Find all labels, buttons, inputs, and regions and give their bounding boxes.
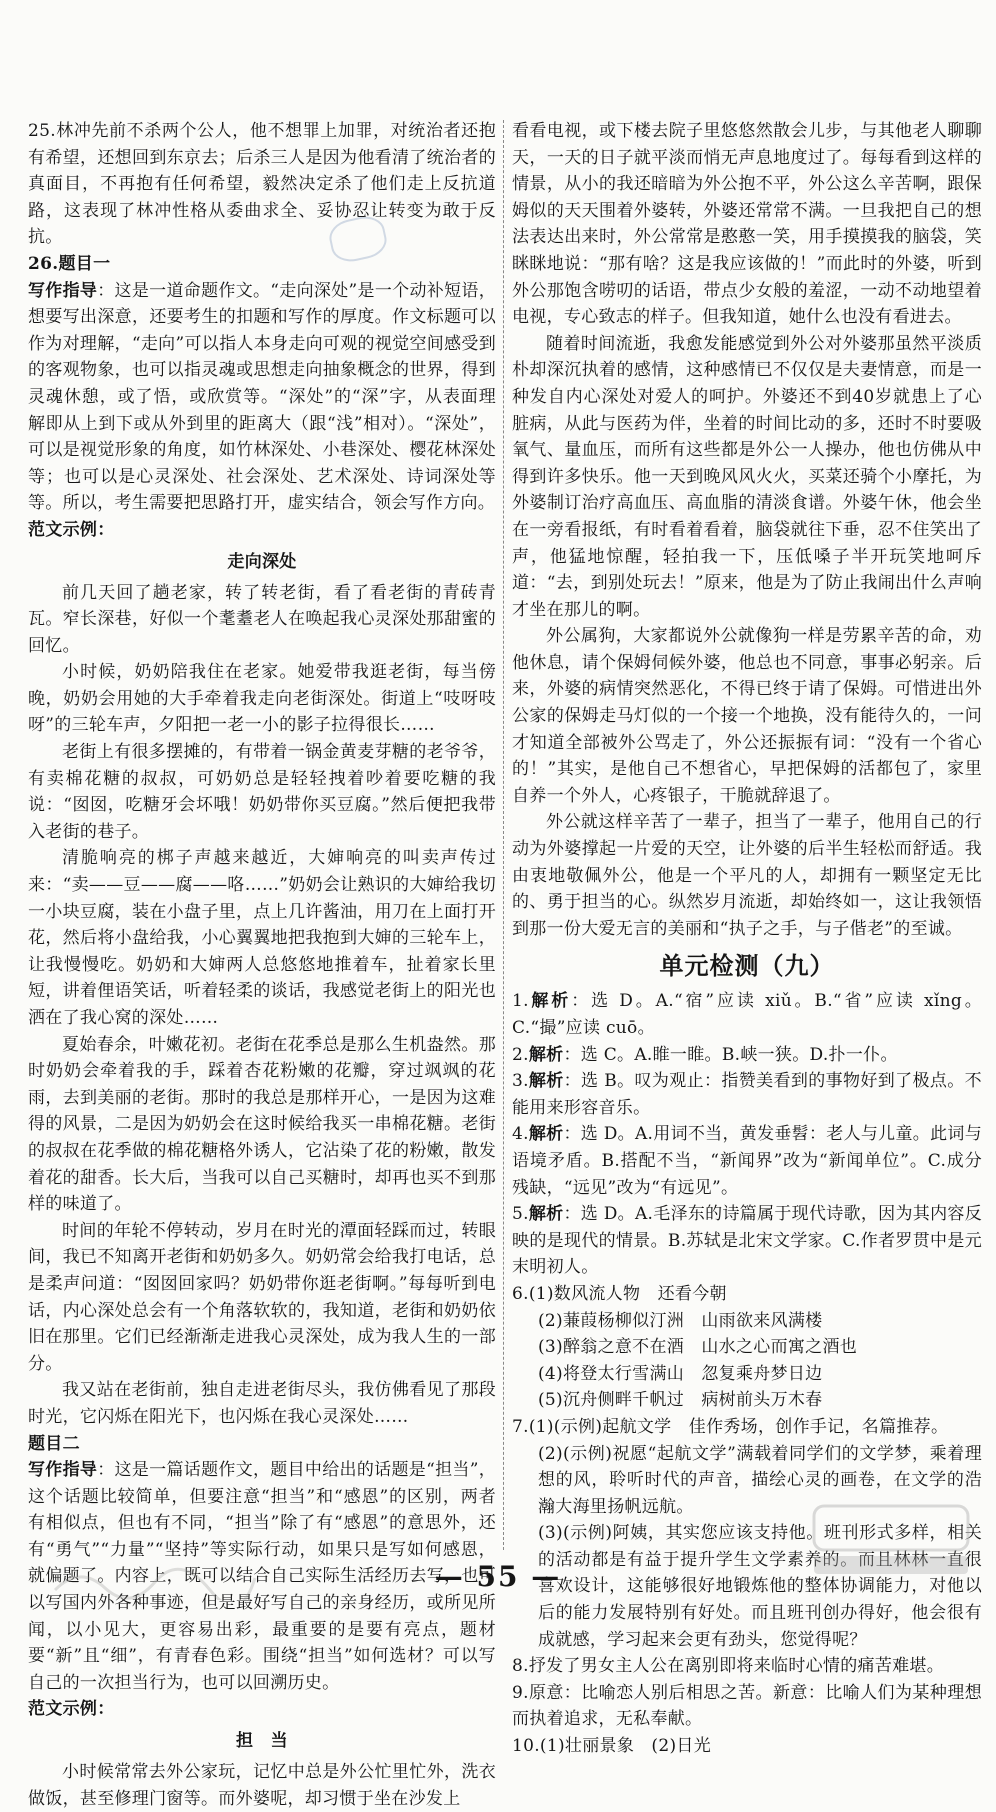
writing-guide-1: 写作指导：这是一道命题作文。“走向深处”是一个动补短语，想要写出深意，还要考生的扣题和写作的厚度。作文标题可以作为对理解，“走向”可以指人本身走向可观的视觉空间感受到的客观物象，也可以指灵魂或思想走向抽象概念的世界，得到灵魂休憩，或了悟，或欣赏等。“深处”的“深”字，从表面理解即从上到下或从外到里的距离大（跟“浅”相对）。“深处”，可以是视觉形象的角度，如竹林深处、小巷深处、樱花林深处等；也可以是心灵深处、社会深处、艺术深处、诗词深处等等。所以，考生需要把思路打开，虚实结合，领会写作方向。: [28, 280, 496, 514]
page-number: — 55 —: [434, 1560, 562, 1593]
answer-9: 9.原意：比喻恋人别后相思之苦。新意：比喻人们为某种理想而执着追求，无私奉献。: [512, 1682, 982, 1730]
answer-25: 25.林冲先前不杀两个公人，他不想罪上加罪，对统治者还抱有希望，还想回到东京去；后杀三人是因为他看清了统治者的真面目，不再抱有任何希望，毅然决定杀了他们走上反抗道路，这表现了林冲性格从委曲求全、妥协忍让转变为敢于反抗。: [28, 121, 496, 248]
handwritten-mark: [50, 1560, 260, 1600]
essay-title-2: 担 当: [236, 1731, 288, 1752]
example-label-1: 范文示例：: [28, 519, 115, 540]
essay2-paragraph: 小时候常常去外公家玩，记忆中总是外公忙里忙外，洗衣做饭，甚至修理门窗等。而外婆呢，却习惯于坐在沙发上: [28, 1762, 496, 1809]
answer-1: 1.解析：选 D。A.“宿”应读 xiǔ。B.“省”应读 xǐng。C.“撮”应读 cuō。: [512, 991, 982, 1038]
answer-26-heading: 26.题目一: [28, 253, 111, 274]
essay1-paragraph: 夏始春余，叶嫩花初。老街在花季总是那么生机盎然。那时奶奶会牵着我的手，踩着杏花粉嫩的花瓣，穿过飒飒的花雨，去到美丽的老街。那时的我总是那样开心，一是因为这难得的风景，二是因为奶奶会在这时候给我买一串棉花糖。老街的叔叔在花季做的棉花糖格外诱人，它沾染了花的粉嫩，散发着花的甜香。长大后，当我可以自己买糖时，却再也买不到那样的味道了。: [28, 1034, 496, 1215]
answer-8: 8.抒发了男女主人公在离别即将来临时心情的痛苦难堪。: [512, 1656, 945, 1677]
essay1-paragraph: 老街上有很多摆摊的，有带着一锅金黄麦芽糖的老爷爷，有卖棉花糖的叔叔，可奶奶总是轻轻拽着吵着要吃糖的我说：“囡囡，吃糖牙会坏哦！奶奶带你买豆腐。”然后便把我带入老街的巷子。: [28, 742, 496, 842]
answer-6-line: (2)蒹葭杨柳似汀洲 山雨欲来风满楼: [538, 1310, 823, 1331]
answer-7-part: (2)(示例)祝愿“起航文学”满载着同学们的文学梦，乘着理想的风，聆听时代的声音，描绘心灵的画卷，在文学的浩瀚大海里扬帆远航。: [538, 1443, 982, 1517]
answer-6-line: (5)沉舟侧畔千帆过 病树前头万木春: [538, 1390, 823, 1411]
answer-10: 10.(1)壮丽景象 (2)日光: [512, 1736, 711, 1757]
column-divider: [503, 120, 504, 1550]
answer-2: 2.解析：选 C。A.睢一睢。B.峡一狭。D.扑一仆。: [512, 1044, 898, 1065]
watermark-logo: [806, 1500, 976, 1580]
essay1-paragraph: 我又站在老街前，独自走进老街尽头，我仿佛看见了那段时光，它闪烁在阳光下，也闪烁在我心灵深处……: [28, 1380, 496, 1427]
essay2-paragraph: 随着时间流逝，我愈发能感觉到外公对外婆那虽然平淡质朴却深沉执着的感情，这种感情已不仅仅是夫妻情意，而是一种发自内心深处对爱人的呵护。外婆还不到40岁就患上了心脏病，从此与医药为伴，坐着的时间比动的多，还时不时要吸氧气、量血压，而所有这些都是外公一人操办，他也仿佛从中得到许多快乐。他一天到晚风风火火，买菜还骑个小摩托，为外婆制订治疗高血压、高血脂的清淡食谱。外婆午休，他会坐在一旁看报纸，有时看着看着，脑袋就往下垂，忍不住笑出了声，他猛地惊醒，轻拍我一下，压低嗓子半开玩笑地呵斥道：“去，到别处玩去！”原来，他是为了防止我闹出什么声响才坐在那儿的啊。: [512, 333, 982, 620]
essay-title-1: 走向深处: [227, 551, 297, 572]
essay2-paragraph: 看看电视，或下楼去院子里悠悠然散会儿步，与其他老人聊聊天，一天的日子就平淡而悄无声息地度过了。每每看到这样的情景，从小的我还暗暗为外公抱不平，外公这么辛苦啊，跟保姆似的天天围着外婆转，外婆还常常不满。一旦我把自己的想法表达出来时，外公常常是憨憨一笑，用手摸摸我的脑袋，笑眯眯地说：“那有啥？这是我应该做的！”而此时的外婆，听到外公那饱含唠叨的话语，带点少女般的羞涩，一动不动地望着电视，专心致志的样子。但我知道，她什么也没有看进去。: [512, 121, 982, 328]
answer-3: 3.解析：选 B。叹为观止：指赞美看到的事物好到了极点。不能用来形容音乐。: [512, 1071, 982, 1118]
answer-6-line: 6.(1)数风流人物 还看今朝: [512, 1283, 727, 1304]
answer-5: 5.解析：选 D。A.毛泽东的诗篇属于现代诗歌，因为其内容反映的是现代的情景。B.苏轼是北宋文学家。C.作者罗贯中是元末明初人。: [512, 1204, 982, 1278]
left-column: [28, 118, 496, 1812]
topic-2-heading: 题目二: [28, 1433, 80, 1454]
section-title: 单元检测（九）: [659, 951, 835, 981]
essay2-paragraph: 外公属狗，大家都说外公就像狗一样是劳累辛苦的命，劝他休息，请个保姆伺候外婆，他总也不同意，事事必躬亲。后来，外婆的病情突然恶化，不得已终于请了保姆。可惜进出外公家的保姆走马灯似的一个接一个地换，没有能待久的，一问才知道全部被外公骂走了，外公还振振有词：“没有一个省心的！”其实，是他自己不想省心，早把保姆的活都包了，家里自养一个外人，心疼银子，干脆就辞退了。: [512, 626, 982, 806]
essay1-paragraph: 前几天回了趟老家，转了转老街，看了看老街的青砖青瓦。窄长深巷，好似一个耄耋老人在唤起我心灵深处那甜蜜的回忆。: [28, 582, 496, 656]
essay1-paragraph: 小时候，奶奶陪我住在老家。她爱带我逛老街，每当傍晚，奶奶会用她的大手牵着我走向老街深处。街道上“吱呀吱呀”的三轮车声，夕阳把一老一小的影子拉得很长……: [28, 662, 496, 736]
essay1-paragraph: 清脆响亮的梆子声越来越近，大婶响亮的叫卖声传过来：“卖——豆——腐——咯……”奶奶会让熟识的大婶给我切一小块豆腐，装在小盘子里，点上几许酱油，用刀在上面打开花，然后将小盘给我，小心翼翼地把我抱到大婶的三轮车上，让我慢慢吃。奶奶和大婶两人总悠悠地推着车，扯着家长里短，讲着俚语笑话，听着轻柔的谈话，我感觉老街上的阳光也洒在了我心窝的深处……: [28, 848, 496, 1028]
answer-7-part: (3)(示例)阿姨，其实您应该支持他。班刊形式多样，相关的活动都是有益于提升学生文学素养的。而且林林一直很喜欢设计，这能够很好地锻炼他的整体协调能力，对他以后的能力发展特别有好处。而且班刊创办得好，他会很有成就感，学习起来会更有劲头，您觉得呢？: [538, 1523, 982, 1650]
essay1-paragraph: 时间的年轮不停转动，岁月在时光的潭面轻踩而过，转眼间，我已不知离开老街和奶奶多久。奶奶常会给我打电话，总是柔声问道：“囡囡回家吗？奶奶带你逛老街啊。”每每听到电话，内心深处总会有一个角落软软的，我知道，老街和奶奶依旧在那里。它们已经渐渐走进我心灵深处，成为我人生的一部分。: [28, 1220, 496, 1374]
example-label-2: 范文示例：: [28, 1699, 115, 1720]
answer-4: 4.解析：选 D。A.用词不当，黄发垂髫：老人与儿童。此词与语境矛盾。B.搭配不当，“新闻界”改为“新闻单位”。C.成分残缺，“远见”改为“有远见”。: [512, 1124, 982, 1198]
answer-7-part: 7.(1)(示例)起航文学 佳作秀场，创作手记，名篇推荐。: [512, 1416, 949, 1437]
essay2-paragraph: 外公就这样辛苦了一辈子，担当了一辈子，他用自己的行动为外婆撑起一片爱的天空，让外婆的后半生轻松而舒适。我由衷地敬佩外公，他是一个平凡的人，却拥有一颗坚定无比的、勇于担当的心。纵然岁月流逝，却始终如一，这让我领悟到那一份大爱无言的美丽和“执子之手，与子偕老”的至诚。: [512, 812, 982, 939]
writing-guide-2: 写作指导：这是一篇话题作文，题目中给出的话题是“担当”，这个话题比较简单，但要注意“担当”和“感恩”的区别，两者有相似点，但也有不同，“担当”除了有“感恩”的意思外，还有“勇气”“力量”“坚持”等实际行动，如果只是写如何感恩，就偏题了。内容上，既可以结合自己实际生活经历去写，也可以写国内外各种事迹，但是最好写自己的亲身经历，或所见所闻，以小见大，更容易出彩，最重要的是要有亮点，题材要“新”且“细”，有青春色彩。围绕“担当”如何选材？可以写自己的一次担当行为，也可以回溯历史。: [28, 1460, 496, 1693]
answer-6-line: (4)将登太行雪满山 忽复乘舟梦日边: [538, 1363, 823, 1384]
answer-6-line: (3)醉翁之意不在酒 山水之心而寓之酒也: [538, 1337, 858, 1358]
